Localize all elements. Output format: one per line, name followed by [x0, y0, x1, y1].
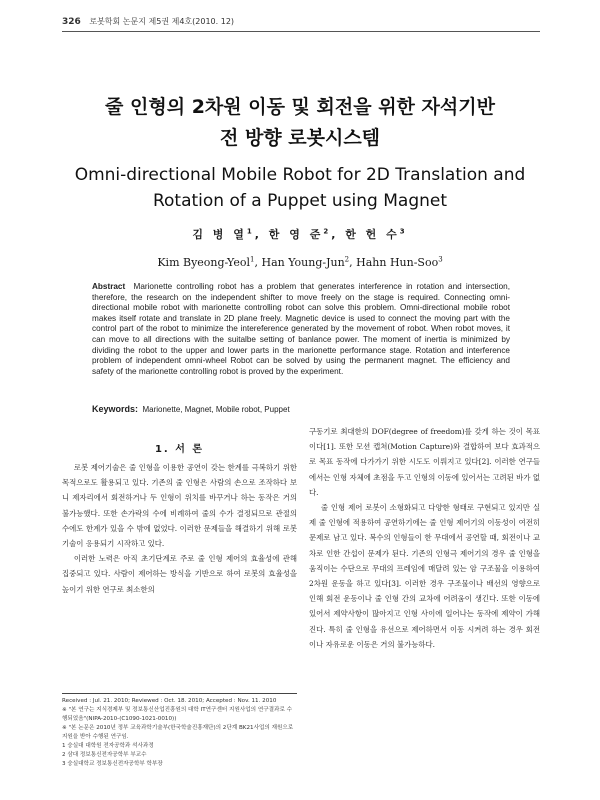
author-en-3: Hahn Hun-Soo [356, 256, 439, 269]
author-en-separator: , [349, 256, 357, 269]
abstract-label: Abstract [92, 282, 126, 291]
abstract [92, 282, 510, 377]
korean-title-line-1: 줄 인형의 2차원 이동 및 회전을 위한 자석기반 [105, 96, 495, 118]
paragraph: 로봇 제어기술은 줄 인형을 이용한 공연이 갖는 한계를 극복하기 위한 목적으로도 활용되고 있다. 기존의 줄 인형은 사람의 손으로 조작하다 보니 제자리에서 회전하거나 두 인형이 위치를 바꾸거나 하는 동작은 거의 불가능했다. 또한 손가락의 수에 비례하여 줄의 수가 결정되므로 관절의 수에도 한계가 있을 수 밖에 없었다. 이러한 문제들을 해결하기 위해 로봇기술이 응용되기 시작하고 있다. [62, 463, 297, 549]
section-heading-introduction: 1. 서 론 [154, 444, 205, 455]
footnote-affiliation-2: 2 삼대 정보통신전자공학부 부교수 [62, 752, 147, 758]
english-title [0, 162, 600, 214]
footnote-affiliation-3: 3 숭실대학교 정보통신전자공학부 학부장 [62, 761, 163, 767]
author-ko-separator: , [254, 228, 269, 241]
footnotes [62, 693, 297, 769]
author-ko-2-mark: 2 [323, 227, 332, 236]
journal-name: 로봇학회 논문지 제5권 제4호(2010. 12) [89, 17, 235, 26]
running-header [62, 16, 540, 32]
author-en-1-mark: 1 [250, 255, 255, 264]
author-ko-separator: , [331, 228, 346, 241]
abstract-text: Marionette controlling robot has a problem that generates interference in rotation and intersection, therefore, the research on the independent shifter to move freely on the stage is required. Connecting omni-directional mobile robot with marionette controlling robot can solve this problem. Omni-directional mobile robot makes itself rotate and translate in 2D plane freely. Magnetic device is used to connect the moving part with the control part of the robot to minimize the intereference generated by the movement of robot. When robot moves, it can move to all directions with the suitalbe setting of banlance power. The moment of inertia is minimized by dividing the robot to the upper and lower parts in the marionette performance stage. Rotation and interference problem of independent omni-wheel Robot can be solved by using the permanent magnet. The efficiency and safety of the marionette controlling robot is proved by the experiment. [92, 282, 510, 376]
author-ko-2: 한 영 준 [268, 228, 324, 241]
paragraph: 이러한 노력은 아직 초기단계로 주로 줄 인형 제어의 효율성에 관해 집중되고 있다. 사람이 제어하는 방식을 기반으로 하여 로봇의 효율성을 높이기 위한 연구로 최소한의 [62, 554, 297, 594]
english-title-line-2: Rotation of a Puppet using Magnet [152, 191, 448, 211]
korean-title [0, 92, 600, 154]
keywords-text: Marionette, Magnet, Mobile robot, Puppet [142, 405, 290, 414]
korean-title-line-2: 전 방향 로봇시스템 [219, 127, 381, 149]
left-column [62, 460, 297, 597]
footnote-funding-2: ※ "본 논문은 2010년 정부 교육과학기술부(한국학술진흥재단)의 2단계 BK21사업의 재원으로 지원을 받아 수행된 연구임. [62, 725, 294, 740]
paragraph: 줄 인형 제어 로봇이 소형화되고 다양한 형태로 구현되고 있지만 실제 줄 인형에 적용하여 공연하기에는 줄 인형 제어기의 이동성이 여전히 문제로 남고 있다. 복수의 인형들이 한 무대에서 공연할 때, 회전이나 교차로 인한 간섭이 문제가 된다. 기존의 인형극 제어기의 경우 줄 인형을 움직이는 수단으로 무대의 프레임에 매달려 있는 암 구조물을 이용하여 2차원 운동을 하고 있다[3]. 이러한 경우 구조물이나 배선의 영향으로 인해 회전 운동이나 줄 인형 간의 교차에 어려움이 생긴다. 또한 이동에 있어서 제약사항이 많아지고 인형 사이에 일어나는 동작에 제약이 가해진다. 특히 줄 인형을 유선으로 제어하면서 이동 시켜려 하는 경우 회전이나 자유로운 이동은 거의 불가능하다. [309, 503, 540, 649]
right-column [309, 424, 540, 652]
author-ko-3-mark: 3 [399, 227, 408, 236]
english-authors [0, 256, 600, 269]
page-number: 326 [62, 17, 81, 27]
author-ko-1-mark: 1 [246, 227, 255, 236]
keywords [92, 404, 510, 414]
author-en-2-mark: 2 [344, 255, 350, 264]
author-ko-1: 김 병 열 [192, 228, 247, 241]
author-en-separator: , [254, 256, 262, 269]
author-en-1: Kim Byeong-Yeol [157, 256, 251, 269]
paragraph: 구동기로 최대한의 DOF(degree of freedom)를 갖게 하는 것이 목표이다[1]. 또한 모션 캡쳐(Motion Capture)와 결합하여 보다 효과적으로 목표 동작에 다가가기 위한 시도도 이뤄지고 있다[2]. 이러한 연구들에서는 인형 자체에 초점을 두고 인형의 이동에 있어서는 고려된 바가 없다. [309, 427, 540, 497]
keywords-label: Keywords: [92, 404, 139, 414]
author-ko-3: 한 헌 수 [345, 228, 400, 241]
author-en-2: Han Young-Jun [261, 256, 345, 269]
footnote-funding-1: ※ "본 연구는 지식경제부 및 정보통신산업진흥원의 대학 IT연구센터 지원사업의 연구결과로 수행되었음"(NIPA-2010-(C1090-1021-0010)) [62, 707, 293, 722]
author-en-3-mark: 3 [438, 255, 443, 264]
footnote-received: Received : Jul. 21. 2010; Reviewed : Oct. 18. 2010; Accepted : Nov. 11. 2010 [62, 698, 277, 704]
korean-authors [0, 226, 600, 242]
footnote-affiliation-1: 1 숭실대 대학원 전자공학과 석사과정 [62, 743, 154, 749]
english-title-line-1: Omni-directional Mobile Robot for 2D Translation and [74, 165, 526, 185]
